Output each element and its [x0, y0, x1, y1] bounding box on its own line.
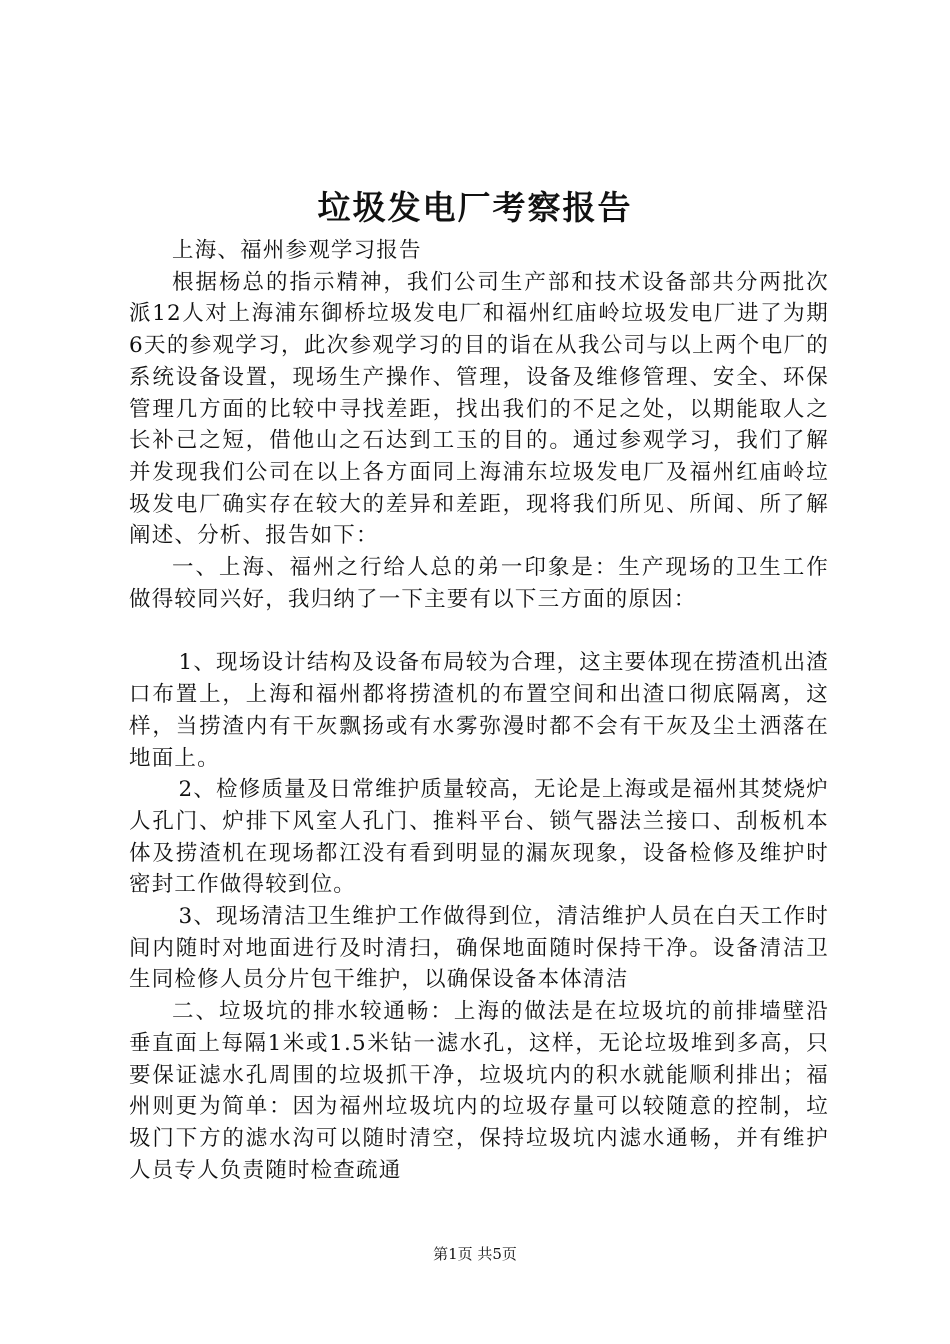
paragraph-section-one: 一、上海、福州之行给人总的弟一印象是：生产现场的卫生工作做得较同兴好，我归纳了一下主要有以下三方面的原因：: [129, 555, 829, 612]
document-title: 垃圾发电厂考察报告: [317, 188, 633, 227]
paragraph-section-two: 二、垃圾坑的排水较通畅：上海的做法是在垃圾坑的前排墙壁沿垂直面上每隔1米或1.5米钻一滤水孔，这样，无论垃圾堆到多高，只要保证滤水孔周围的垃圾抓干净，垃圾坑内的积水就能顺利排出；福州则更为简单：因为福州垃圾坑内的垃圾存量可以较随意的控制，垃圾门下方的滤水沟可以随时清空，保持垃圾坑内滤水通畅，并有维护人员专人负责随时检查疏通: [129, 999, 829, 1183]
paragraph-intro: 根据杨总的指示精神，我们公司生产部和技术设备部共分两批次派12人对上海浦东御桥垃圾发电厂和福州红庙岭垃圾发电厂进了为期6天的参观学习，此次参观学习的目的诣在从我公司与以上两个电厂的系统设备设置，现场生产操作、管理，设备及维修管理、安全、环保管理几方面的比较中寻找差距，找出我们的不足之处，以期能取人之长补己之短，借他山之石达到工玉的目的。通过参观学习，我们了解并发现我们公司在以上各方面同上海浦东垃圾发电厂及福州红庙岭垃圾发电厂确实存在较大的差异和差距，现将我们所见、所闻、所了解阐述、分析、报告如下：: [129, 269, 829, 549]
document-body: [129, 235, 829, 1186]
paragraph-point-2: 2、检修质量及日常维护质量较高，无论是上海或是福州其焚烧炉人孔门、炉排下风室人孔门、推料平台、锁气器法兰接口、刮板机本体及捞渣机在现场都江没有看到明显的漏灰现象，设备检修及维护时密封工作做得较到位。: [129, 777, 829, 898]
page-number-footer: 第1页 共5页: [433, 1245, 517, 1263]
paragraph-spacer: [129, 615, 829, 647]
document-subtitle: 上海、福州参观学习报告: [172, 238, 422, 263]
paragraph-point-1: 1、现场设计结构及设备布局较为合理，这主要体现在捞渣机出渣口布置上，上海和福州都将捞渣机的布置空间和出渣口彻底隔离，这样，当捞渣内有干灰飘扬或有水雾弥漫时都不会有干灰及尘土洒落在地面上。: [129, 650, 829, 771]
paragraph-point-3: 3、现场清洁卫生维护工作做得到位，清洁维护人员在白天工作时间内随时对地面进行及时清扫，确保地面随时保持干净。设备清洁卫生同检修人员分片包干维护，以确保设备本体清洁: [129, 904, 829, 993]
